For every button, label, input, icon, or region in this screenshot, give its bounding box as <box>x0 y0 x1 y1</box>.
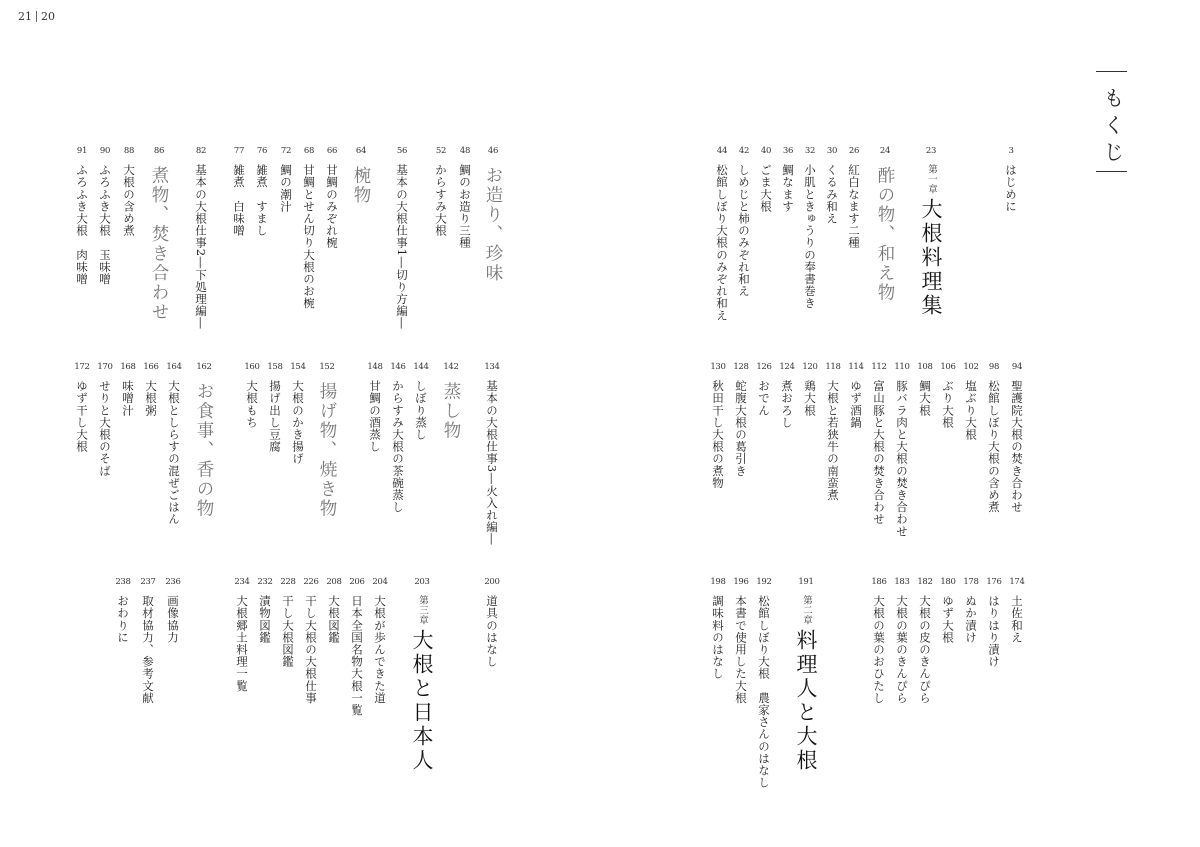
toc-entry[interactable] <box>712 146 732 321</box>
entry-title: からすみ大根 <box>434 164 448 237</box>
toc-entry[interactable] <box>95 146 115 285</box>
toc-entry[interactable] <box>138 577 158 704</box>
page-number: 152 <box>319 362 335 372</box>
page-number: 128 <box>733 362 749 372</box>
entry-title: 大根の葉のきんぴら <box>895 595 909 704</box>
chapter-label: 第二章 <box>801 595 812 625</box>
page-number: 30 <box>826 146 838 156</box>
page-number: 124 <box>779 362 795 372</box>
toc-entry[interactable] <box>431 146 451 237</box>
entry-title: 小肌ときゅうりの奉書巻き <box>803 164 817 310</box>
entry-title: 聖護院大根の焚き合わせ <box>1010 380 1024 514</box>
entry-title: ふろふき大根 肉味噌 <box>75 164 89 285</box>
toc-entry[interactable] <box>1001 146 1021 212</box>
toc-entry[interactable] <box>322 146 342 249</box>
toc-entry[interactable] <box>370 577 390 704</box>
page-number: 182 <box>917 577 933 587</box>
toc-entry[interactable] <box>232 577 252 692</box>
entry-title: 土佐和え <box>1010 595 1024 644</box>
toc-entry[interactable] <box>72 362 92 453</box>
page-number: 23 <box>925 146 937 156</box>
entry-title: 大根の葉のおひたし <box>872 595 886 704</box>
page-number: 48 <box>459 146 471 156</box>
chapter-heading[interactable] <box>410 577 434 773</box>
section-title: 蒸し物 <box>441 382 461 441</box>
page-number: 134 <box>484 362 500 372</box>
page-number: 40 <box>760 146 772 156</box>
page-number: 204 <box>372 577 388 587</box>
page-number: 148 <box>367 362 383 372</box>
toc-title: もくじ <box>1101 87 1125 168</box>
chapter-title: 大根と日本人 <box>410 629 434 773</box>
page-number: 77 <box>233 146 245 156</box>
toc-entry[interactable] <box>365 362 385 453</box>
entry-title: 紅白なます二種 <box>847 164 861 249</box>
chapter-label: 第三章 <box>417 595 428 625</box>
toc-entry[interactable] <box>778 146 798 212</box>
page-number: 154 <box>290 362 306 372</box>
page-number: 186 <box>871 577 887 587</box>
toc-entry[interactable] <box>869 362 889 525</box>
page-number: 26 <box>848 146 860 156</box>
entry-title: 甘鯛の酒蒸し <box>368 380 382 453</box>
entry-title: 味噌汁 <box>121 380 135 417</box>
page-number: 52 <box>435 146 447 156</box>
toc-entry[interactable] <box>255 577 275 643</box>
toc-entry[interactable] <box>252 146 272 237</box>
page-number: 42 <box>738 146 750 156</box>
page-number: 160 <box>244 362 260 372</box>
toc-entry[interactable] <box>708 362 728 489</box>
entry-title: 大根の皮のきんぴら <box>918 595 932 704</box>
toc-entry[interactable] <box>915 362 935 416</box>
page-number: 158 <box>267 362 283 372</box>
entry-title: 大根図鑑 <box>327 595 341 644</box>
page-number: 108 <box>917 362 933 372</box>
entry-title: 鯛のお造り三種 <box>458 164 472 249</box>
page-number: 178 <box>963 577 979 587</box>
page-number: 56 <box>396 146 408 156</box>
toc-entry[interactable] <box>938 577 958 643</box>
toc-entry[interactable] <box>411 362 431 441</box>
page-number: 68 <box>303 146 315 156</box>
toc-entry[interactable] <box>734 146 754 297</box>
page-number: 32 <box>804 146 816 156</box>
page-number: 192 <box>756 577 772 587</box>
page-number: 44 <box>716 146 728 156</box>
page-number: 144 <box>413 362 429 372</box>
page-number: 172 <box>74 362 90 372</box>
page-number: 168 <box>120 362 136 372</box>
entry-title: 画像協力 <box>166 595 180 644</box>
page-number-left: 21 <box>18 10 32 23</box>
page-number: 146 <box>390 362 406 372</box>
entry-title: 秋田干し大根の煮物 <box>711 380 725 489</box>
toc-entry[interactable] <box>276 146 296 212</box>
page-number: 170 <box>97 362 113 372</box>
toc-entry[interactable] <box>708 577 728 680</box>
toc-entry[interactable] <box>1007 362 1027 513</box>
toc-entry[interactable] <box>823 362 843 501</box>
page-folio <box>18 10 55 23</box>
title-rule-top <box>1096 71 1127 72</box>
entry-title: ごま大根 <box>759 164 773 213</box>
entry-title: 雑煮 白味噌 <box>232 164 246 237</box>
entry-title: ふろふき大根 玉味噌 <box>98 164 112 285</box>
toc-entry[interactable] <box>754 577 774 789</box>
entry-title: からすみ大根の茶碗蒸し <box>391 380 405 514</box>
entry-title: 富山豚と大根の焚き合わせ <box>872 380 886 526</box>
entry-title: 大根粥 <box>144 380 158 417</box>
page-number: 86 <box>153 146 165 156</box>
page-number: 203 <box>414 577 430 587</box>
entry-title: 煮おろし <box>780 380 794 429</box>
page-number: 118 <box>825 362 841 372</box>
section-title: 酢の物、和え物 <box>875 166 895 303</box>
page-number: 164 <box>166 362 182 372</box>
toc-entry[interactable] <box>731 362 751 477</box>
page-number: 196 <box>733 577 749 587</box>
page-number: 237 <box>140 577 156 587</box>
entry-title: 鯛の潮汁 <box>279 164 293 213</box>
entry-title: 松館しぼり大根の含め煮 <box>987 380 1001 514</box>
section-heading[interactable] <box>316 362 338 519</box>
toc-entry[interactable] <box>288 362 308 465</box>
entry-title: 大根としらすの混ぜごはん <box>167 380 181 526</box>
entry-title: 鯛なます <box>781 164 795 213</box>
entry-title: 日本全国名物大根一覧 <box>350 595 364 716</box>
page-number: 36 <box>782 146 794 156</box>
toc-entry[interactable] <box>278 577 298 668</box>
page-number: 130 <box>710 362 726 372</box>
page-number: 90 <box>99 146 111 156</box>
section-heading[interactable] <box>874 146 896 303</box>
toc-entry[interactable] <box>800 362 820 416</box>
page-number: 76 <box>256 146 268 156</box>
page-number: 238 <box>115 577 131 587</box>
page-number: 102 <box>963 362 979 372</box>
entry-title: 漬物図鑑 <box>258 595 272 644</box>
toc-entry[interactable] <box>118 362 138 416</box>
entry-title: ぶり大根 <box>941 380 955 429</box>
page-number: 234 <box>234 577 250 587</box>
toc-entry[interactable] <box>164 362 184 525</box>
page-number: 126 <box>756 362 772 372</box>
page-number: 106 <box>940 362 956 372</box>
toc-entry[interactable] <box>388 362 408 513</box>
toc-entry[interactable] <box>163 577 183 643</box>
section-title: 煮物、焚き合わせ <box>149 166 169 322</box>
page-number: 206 <box>349 577 365 587</box>
entry-title: 取材協力、参考文献 <box>141 595 155 704</box>
chapter-title: 料理人と大根 <box>794 629 818 773</box>
entry-title: せりと大根のそば <box>98 380 112 477</box>
entry-title: 松館しぼり大根のみぞれ和え <box>715 164 729 322</box>
entry-title: 大根もち <box>245 380 259 429</box>
entry-title: しぼり蒸し <box>414 380 428 441</box>
toc-entry[interactable] <box>229 146 249 237</box>
page-number: 236 <box>165 577 181 587</box>
toc-entry[interactable] <box>754 362 774 416</box>
section-heading[interactable] <box>148 146 170 322</box>
entry-title: 道具のはなし <box>485 595 499 668</box>
toc-entry[interactable] <box>301 577 321 704</box>
folio-divider <box>36 11 37 22</box>
entry-title: ゆず酒鍋 <box>849 380 863 429</box>
page-number: 3 <box>1008 146 1014 156</box>
toc-entry[interactable] <box>482 362 502 545</box>
toc-entry[interactable] <box>1007 577 1027 643</box>
toc-entry[interactable] <box>242 362 262 428</box>
page-number: 82 <box>195 146 207 156</box>
entry-title: はりはり漬け <box>987 595 1001 668</box>
page-number: 166 <box>143 362 159 372</box>
entry-title: ぬか漬け <box>964 595 978 644</box>
page-number: 191 <box>798 577 814 587</box>
toc-entry[interactable] <box>482 577 502 668</box>
toc-entry[interactable] <box>892 362 912 537</box>
section-title: お食事、香の物 <box>194 382 214 519</box>
toc-entry[interactable] <box>119 146 139 237</box>
section-heading[interactable] <box>350 146 372 205</box>
chapter-heading[interactable] <box>794 577 818 773</box>
toc-entry[interactable] <box>984 362 1004 513</box>
page-number: 94 <box>1011 362 1023 372</box>
section-title: 揚げ物、焼き物 <box>317 382 337 519</box>
page-number: 91 <box>76 146 88 156</box>
page-number: 46 <box>487 146 499 156</box>
page-number-right: 20 <box>41 10 55 23</box>
entry-title: おでん <box>757 380 771 417</box>
toc-entry[interactable] <box>731 577 751 704</box>
page-number: 226 <box>303 577 319 587</box>
toc-entry[interactable] <box>777 362 797 428</box>
entry-title: くるみ和え <box>825 164 839 225</box>
entry-title: 鶏大根 <box>803 380 817 417</box>
chapter-heading[interactable] <box>919 146 943 318</box>
entry-title: おわりに <box>116 595 130 644</box>
section-title: 椀物 <box>351 166 371 205</box>
page-number: 198 <box>710 577 726 587</box>
toc-entry[interactable] <box>800 146 820 309</box>
entry-title: 大根のかき揚げ <box>291 380 305 465</box>
entry-title: 基本の大根仕事2―下処理編― <box>194 164 208 330</box>
entry-title: しめじと柿のみぞれ和え <box>737 164 751 298</box>
entry-title: 大根郷土料理一覧 <box>235 595 249 692</box>
entry-title: 甘鯛とせん切り大根のお椀 <box>302 164 316 310</box>
page-number: 176 <box>986 577 1002 587</box>
toc-entry[interactable] <box>822 146 842 225</box>
entry-title: 蛇腹大根の葛引き <box>734 380 748 477</box>
entry-title: 雑煮 すまし <box>255 164 269 237</box>
entry-title: 干し大根の大根仕事 <box>304 595 318 704</box>
page-number: 110 <box>894 362 910 372</box>
page-number: 114 <box>848 362 864 372</box>
entry-title: 揚げ出し豆腐 <box>268 380 282 453</box>
entry-title: 調味料のはなし <box>711 595 725 680</box>
toc-entry[interactable] <box>961 577 981 643</box>
toc-entry[interactable] <box>191 146 211 329</box>
page-number: 64 <box>355 146 367 156</box>
page-number: 72 <box>280 146 292 156</box>
toc-entry[interactable] <box>984 577 1004 668</box>
chapter-label: 第一章 <box>926 164 937 194</box>
toc-entry[interactable] <box>869 577 889 704</box>
title-rule-bottom <box>1096 171 1127 172</box>
section-title: お造り、珍味 <box>483 166 503 283</box>
toc-entry[interactable] <box>324 577 344 643</box>
entry-title: 本書で使用した大根 <box>734 595 748 704</box>
page-number: 112 <box>871 362 887 372</box>
toc-entry[interactable] <box>846 362 866 428</box>
toc-entry[interactable] <box>844 146 864 249</box>
toc-entry[interactable] <box>392 146 412 329</box>
entry-title: 干し大根図鑑 <box>281 595 295 668</box>
toc-entry[interactable] <box>455 146 475 249</box>
toc-entry[interactable] <box>95 362 115 477</box>
entry-title: ゆず大根 <box>941 595 955 644</box>
page-number: 180 <box>940 577 956 587</box>
page-number: 66 <box>326 146 338 156</box>
page-number: 98 <box>988 362 1000 372</box>
section-heading[interactable] <box>482 146 504 283</box>
page-number: 200 <box>484 577 500 587</box>
page-number: 208 <box>326 577 342 587</box>
toc-entry[interactable] <box>938 362 958 428</box>
toc-entry[interactable] <box>265 362 285 453</box>
entry-title: 大根と若狭牛の南蛮煮 <box>826 380 840 501</box>
page-number: 162 <box>196 362 212 372</box>
entry-title: 大根が歩んできた道 <box>373 595 387 704</box>
entry-title: 鯛大根 <box>918 380 932 417</box>
page-number: 88 <box>123 146 135 156</box>
toc-entry[interactable] <box>756 146 776 212</box>
page-number: 24 <box>879 146 891 156</box>
page-number: 174 <box>1009 577 1025 587</box>
page-number: 183 <box>894 577 910 587</box>
entry-title: 塩ぶり大根 <box>964 380 978 441</box>
chapter-title: 大根料理集 <box>919 198 943 318</box>
entry-title: ゆず干し大根 <box>75 380 89 453</box>
entry-title: 松館しぼり大根 農家さんのはなし <box>757 595 771 789</box>
toc-entry[interactable] <box>113 577 133 643</box>
toc-entry[interactable] <box>299 146 319 309</box>
toc-entry[interactable] <box>915 577 935 704</box>
toc-entry[interactable] <box>961 362 981 441</box>
section-heading[interactable] <box>193 362 215 519</box>
toc-entry[interactable] <box>892 577 912 704</box>
entry-title: 大根の含め煮 <box>122 164 136 237</box>
entry-title: 豚バラ肉と大根の焚き合わせ <box>895 380 909 538</box>
section-heading[interactable] <box>440 362 462 441</box>
toc-entry[interactable] <box>141 362 161 416</box>
page-number: 120 <box>802 362 818 372</box>
entry-title: はじめに <box>1004 164 1018 213</box>
entry-title: 基本の大根仕事3―火入れ編― <box>485 380 499 546</box>
page-number: 142 <box>443 362 459 372</box>
entry-title: 基本の大根仕事1―切り方編― <box>395 164 409 330</box>
entry-title: 甘鯛のみぞれ椀 <box>325 164 339 249</box>
page-number: 228 <box>280 577 296 587</box>
toc-entry[interactable] <box>347 577 367 716</box>
page-number: 232 <box>257 577 273 587</box>
toc-entry[interactable] <box>72 146 92 285</box>
